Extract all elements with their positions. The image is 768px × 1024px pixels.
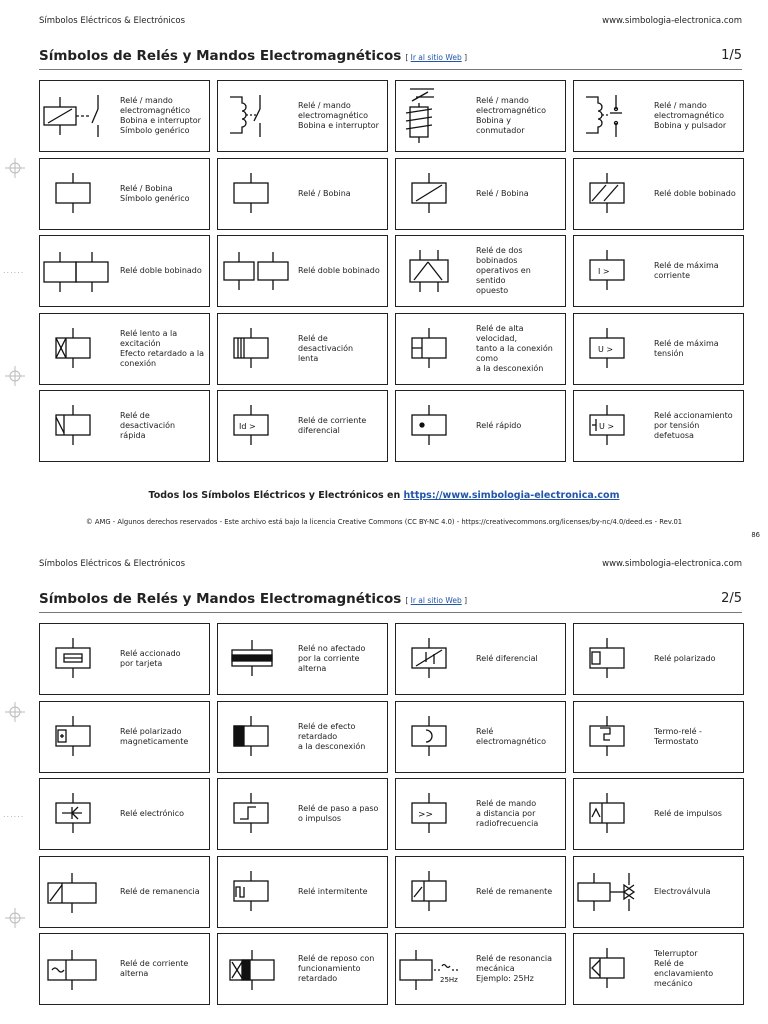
relay-differential-icon [398, 626, 474, 692]
relay-max-current-icon [576, 238, 652, 304]
relay-coil-switch-icon [220, 83, 296, 149]
relay-generic-switch-icon [42, 83, 118, 149]
symbol-card [573, 80, 744, 152]
relay-coil-generic-icon [42, 161, 118, 227]
symbol-label: Relé intermitente [298, 887, 368, 896]
symbol-card [217, 623, 388, 695]
registration-mark-icon [5, 908, 25, 928]
symbol-card [217, 701, 388, 773]
svg-text:I >: I > [598, 267, 610, 276]
symbol-label: Relé doble bobinado [654, 189, 736, 198]
symbol-label: Termo-relé - Termostato [654, 727, 702, 746]
relay-flasher-icon [220, 859, 296, 925]
symbol-label: Relé polarizado magneticamente [120, 727, 189, 746]
symbol-label: Relé de corriente diferencial [298, 416, 367, 435]
relay-remanence-icon [42, 859, 118, 925]
link-close: ] [461, 596, 468, 605]
registration-mark-icon [5, 158, 25, 178]
link-open: [ [405, 596, 411, 605]
relay-delayed-release-icon [220, 704, 296, 770]
link-close: ] [461, 53, 468, 62]
header-left-text: Símbolos Eléctricos & Electrónicos [39, 16, 186, 26]
svg-text:>>: >> [418, 810, 434, 820]
relay-slow-operate-icon [42, 316, 118, 382]
symbol-card [217, 933, 388, 1005]
relay-electromagnetic-icon [398, 704, 474, 770]
symbol-label: Relé accionado por tarjeta [120, 649, 181, 668]
title-rule [39, 612, 742, 613]
symbol-card [217, 390, 388, 462]
page-title-row [39, 48, 742, 66]
symbol-label: Relé de desactivación lenta [298, 334, 354, 363]
symbol-card [573, 623, 744, 695]
header-left-text: Símbolos Eléctricos & Electrónicos [39, 559, 186, 569]
symbol-card [39, 701, 210, 773]
svg-text:U >: U > [599, 422, 615, 431]
symbol-label: Relé de alta velocidad, tanto a la conexión como a la desconexión [476, 324, 553, 373]
symbol-label: Relé de remanencia [120, 887, 200, 896]
symbol-label: Telerruptor Relé de enclavamiento mecánico [654, 949, 714, 988]
footer-site-link[interactable]: https://www.simbologia-electronica.com [403, 490, 620, 501]
header-site-url[interactable]: www.simbologia-electronica.com [602, 559, 742, 569]
relay-electronic-icon [42, 781, 118, 847]
symbol-label: Relé de resonancia mecánica Ejemplo: 25Hz [476, 954, 553, 983]
symbol-card [39, 158, 210, 230]
symbol-card [573, 235, 744, 307]
title-rule [39, 69, 742, 70]
symbol-card [395, 313, 566, 385]
page-title-row [39, 591, 742, 609]
symbol-card [395, 701, 566, 773]
symbol-card [39, 856, 210, 928]
relay-opposed-windings-icon [398, 238, 474, 304]
site-link-bracket [405, 596, 467, 605]
symbol-card [39, 235, 210, 307]
symbol-card [217, 313, 388, 385]
site-link[interactable]: Ir al sitio Web [410, 596, 462, 605]
relay-thermal-icon [576, 704, 652, 770]
license-text: © AMG - Algunos derechos reservados - Este archivo está bajo la licencia Creative Commons (CC BY-NC 4.0) - https://creativecommons.org/licenses/by-nc/4.0/deed.es - Rev.01 [85, 518, 683, 526]
svg-text:U >: U > [598, 345, 614, 354]
page-title-text: Símbolos de Relés y Mandos Electromagnéticos [39, 591, 402, 607]
symbol-label: Relé de efecto retardado a la desconexión [298, 722, 366, 751]
symbol-card [217, 158, 388, 230]
relay-coil-icon [220, 161, 296, 227]
relay-double-winding-wide-icon [42, 238, 118, 304]
solenoid-valve-icon [576, 859, 652, 925]
registration-mark-icon [5, 702, 25, 722]
symbol-label: Relé / mando electromagnético Bobina y conmutador [476, 96, 547, 135]
relay-max-voltage-icon [576, 316, 652, 382]
relay-stepping-icon [220, 781, 296, 847]
footer-promo [0, 490, 768, 501]
relay-coil-pushbutton-icon [576, 83, 652, 149]
relay-fast-release-icon [42, 393, 118, 459]
relay-delayed-rest-icon [220, 936, 296, 1002]
symbol-label: Relé de reposo con funcionamiento retardado [298, 954, 375, 983]
symbol-card [39, 80, 210, 152]
symbol-label: Relé de mando a distancia por radiofrecuencia [476, 799, 539, 828]
symbol-label: Relé doble bobinado [120, 266, 202, 275]
symbol-label: Relé accionamiento por tensión defetuosa [654, 411, 733, 440]
symbol-card [39, 778, 210, 850]
symbol-label: Relé electromagnético [476, 727, 547, 746]
symbol-label: Relé diferencial [476, 654, 538, 663]
symbol-label: Relé / mando electromagnético Bobina y pulsador [654, 101, 727, 130]
relay-mechanical-resonance-icon [398, 936, 474, 1002]
relay-fast-icon [398, 393, 474, 459]
symbol-card [573, 313, 744, 385]
symbol-card [217, 80, 388, 152]
sheet-number: 86 [751, 531, 760, 539]
registration-mark-icon [5, 366, 25, 386]
symbol-label: Relé de máxima tensión [654, 339, 719, 358]
relay-differential-current-icon [220, 393, 296, 459]
relay-slow-release-icon [220, 316, 296, 382]
site-link-bracket [405, 53, 467, 62]
page-title [39, 48, 467, 64]
symbol-card [573, 390, 744, 462]
symbol-card [395, 80, 566, 152]
symbol-card [573, 158, 744, 230]
symbol-label: Relé no afectado por la corriente alterna [298, 644, 366, 673]
symbol-label: Relé electrónico [120, 809, 185, 818]
symbol-card [573, 701, 744, 773]
symbol-card [39, 933, 210, 1005]
symbol-card [217, 778, 388, 850]
site-link[interactable]: Ir al sitio Web [410, 53, 462, 62]
relay-magnetically-polarized-icon [42, 704, 118, 770]
relay-high-speed-icon [398, 316, 474, 382]
symbol-label: Relé / Bobina Símbolo genérico [120, 184, 190, 203]
symbol-label: Electroválvula [654, 887, 711, 896]
symbol-card [39, 390, 210, 462]
svg-text:Id >: Id > [239, 422, 256, 431]
page-number: 1/5 [721, 48, 742, 63]
symbol-label: Relé / mando electromagnético Bobina e interruptor Símbolo genérico [120, 96, 201, 135]
symbol-label: Relé / Bobina [298, 189, 351, 198]
page-title-text: Símbolos de Relés y Mandos Electromagnéticos [39, 48, 402, 64]
symbol-label: Relé de máxima corriente [654, 261, 719, 280]
symbol-card [573, 933, 744, 1005]
symbol-label: Relé de impulsos [654, 809, 722, 818]
relay-latching-icon [576, 936, 652, 1002]
relay-remanent-icon [398, 859, 474, 925]
symbol-card [395, 856, 566, 928]
symbol-card [573, 856, 744, 928]
symbol-card [573, 778, 744, 850]
symbol-card [395, 778, 566, 850]
symbol-label: Relé de corriente alterna [120, 959, 189, 978]
symbol-card [395, 235, 566, 307]
crop-dots: ...... [3, 266, 25, 275]
link-open: [ [405, 53, 411, 62]
symbol-card [217, 235, 388, 307]
relay-card-operated-icon [42, 626, 118, 692]
relay-polarized-icon [576, 626, 652, 692]
symbol-label: Relé doble bobinado [298, 266, 380, 275]
symbol-label: Relé lento a la excitación Efecto retardado a la conexión [120, 329, 205, 368]
relay-coil-slash-icon [398, 161, 474, 227]
symbol-card [217, 856, 388, 928]
symbol-card [39, 313, 210, 385]
symbol-label: Relé / mando electromagnético Bobina e interruptor [298, 101, 379, 130]
symbol-label: Relé de remanente [476, 887, 553, 896]
page-number: 2/5 [721, 591, 742, 606]
relay-ac-immune-icon [220, 626, 296, 692]
relay-coil-changeover-icon [398, 83, 474, 149]
relay-double-winding-separate-icon [220, 238, 296, 304]
relay-radio-remote-icon [398, 781, 474, 847]
symbol-label: Relé de dos bobinados operativos en sentido opuesto [476, 246, 531, 295]
relay-impulse-icon [576, 781, 652, 847]
symbol-label: Relé de desactivación rápida [120, 411, 176, 440]
relay-double-winding-slash-icon [576, 161, 652, 227]
crop-dots: ...... [3, 810, 25, 819]
symbol-card [395, 623, 566, 695]
header-site-url[interactable]: www.simbologia-electronica.com [602, 16, 742, 26]
relay-fault-voltage-icon [576, 393, 652, 459]
symbol-label: Relé / Bobina [476, 189, 529, 198]
svg-text:25Hz: 25Hz [440, 976, 458, 984]
symbol-label: Relé polarizado [654, 654, 716, 663]
footer-promo-text: Todos los Símbolos Eléctricos y Electrónicos en [148, 490, 404, 501]
symbol-card [395, 158, 566, 230]
symbol-label: Relé de paso a paso o impulsos [298, 804, 379, 823]
symbol-label: Relé rápido [476, 421, 522, 430]
symbol-card [395, 933, 566, 1005]
page-title [39, 591, 467, 607]
symbol-card [395, 390, 566, 462]
symbol-card [39, 623, 210, 695]
relay-ac-icon [42, 936, 118, 1002]
